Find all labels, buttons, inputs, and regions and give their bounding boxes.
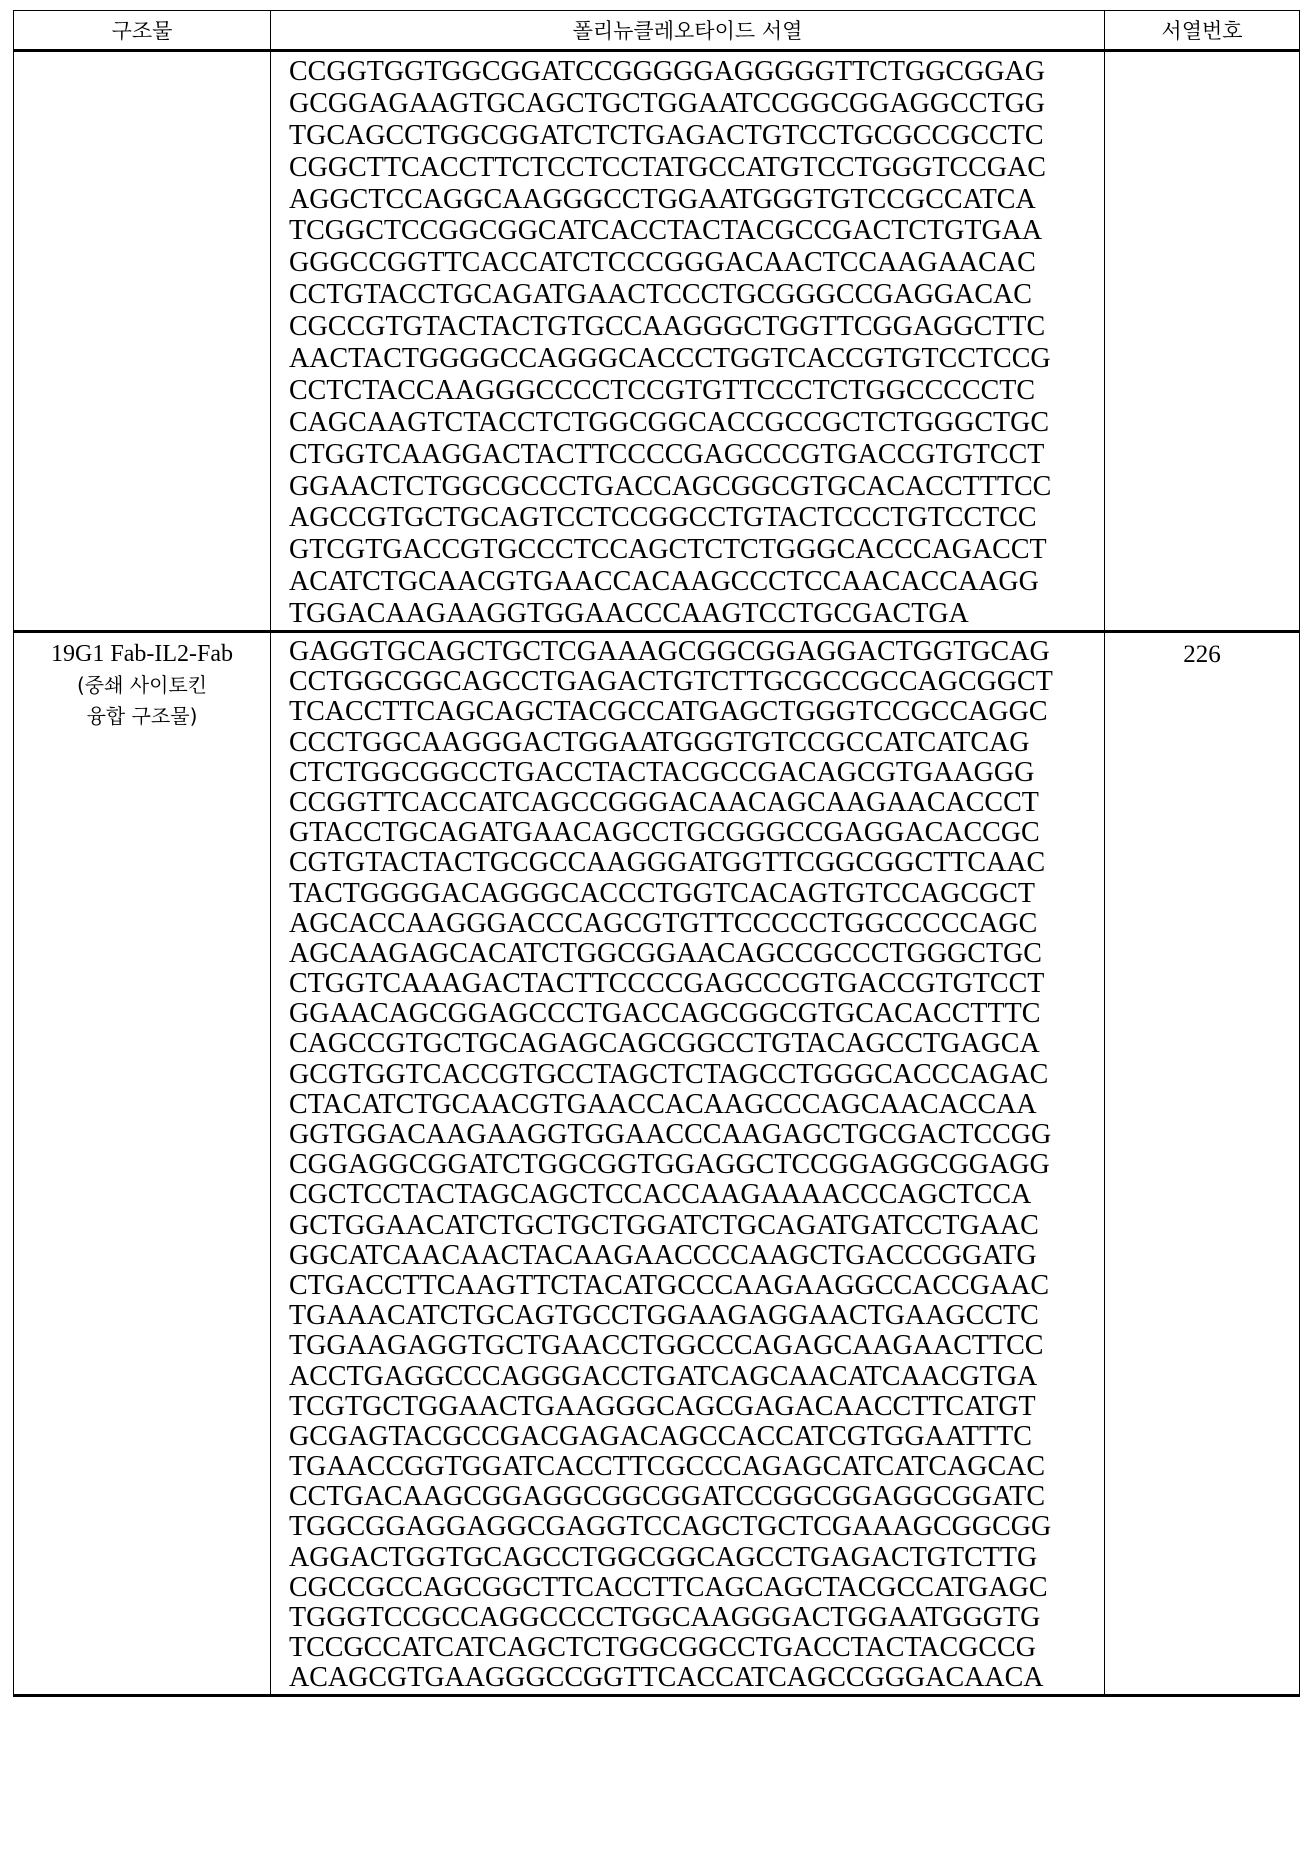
sequence-line: TGGCGGAGGAGGCGAGGTCCAGCTGCTCGAAAGCGGCGG: [289, 1512, 1104, 1542]
sequence-line: CCCTGGCAAGGGACTGGAATGGGTGTCCGCCATCATCAG: [289, 728, 1104, 758]
sequence-line: TGAAACATCTGCAGTGCCTGGAAGAGGAACTGAAGCCTC: [289, 1301, 1104, 1331]
table-row: [14, 632, 1300, 1696]
sequence-line: CTACATCTGCAACGTGAACCACAAGCCCAGCAACACCAA: [289, 1090, 1104, 1120]
sequence-line: GCGGAGAAGTGCAGCTGCTGGAATCCGGCGGAGGCCTGG: [289, 88, 1104, 120]
sequence-line: TCACCTTCAGCAGCTACGCCATGAGCTGGGTCCGCCAGGC: [289, 697, 1104, 727]
sequence-line: GGGCCGGTTCACCATCTCCCGGGACAACTCCAAGAACAC: [289, 247, 1104, 279]
sequence-line: TGGGTCCGCCAGGCCCCTGGCAAGGGACTGGAATGGGTG: [289, 1603, 1104, 1633]
sequence-cell: [271, 51, 1105, 632]
sequence-line: GTACCTGCAGATGAACAGCCTGCGGGCCGAGGACACCGC: [289, 818, 1104, 848]
sequence-line: TCGGCTCCGGCGGCATCACCTACTACGCCGACTCTGTGAA: [289, 215, 1104, 247]
header-sequence: 폴리뉴클레오타이드 서열: [271, 11, 1105, 51]
sequence-line: CCTCTACCAAGGGCCCCTCCGTGTTCCCTCTGGCCCCCTC: [289, 375, 1104, 407]
sequence-line: AGCCGTGCTGCAGTCCTCCGGCCTGTACTCCCTGTCCTCC: [289, 502, 1104, 534]
sequence-line: AACTACTGGGGCCAGGGCACCCTGGTCACCGTGTCCTCCG: [289, 343, 1104, 375]
sequence-line: GAGGTGCAGCTGCTCGAAAGCGGCGGAGGACTGGTGCAG: [289, 637, 1104, 667]
sequence-cell: [271, 632, 1105, 1696]
sequence-line: CCGGTGGTGGCGGATCCGGGGGAGGGGGTTCTGGCGGAG: [289, 56, 1104, 88]
construct-name-line: 융합 구조물): [14, 701, 270, 732]
sequence-line: TCCGCCATCATCAGCTCTGGCGGCCTGACCTACTACGCCG: [289, 1633, 1104, 1663]
sequence-line: CCTGGCGGCAGCCTGAGACTGTCTTGCGCCGCCAGCGGCT: [289, 667, 1104, 697]
sequence-line: AGCACCAAGGGACCCAGCGTGTTCCCCCTGGCCCCCAGC: [289, 909, 1104, 939]
sequence-line: CAGCCGTGCTGCAGAGCAGCGGCCTGTACAGCCTGAGCA: [289, 1029, 1104, 1059]
sequence-line: TGCAGCCTGGCGGATCTCTGAGACTGTCCTGCGCCGCCTC: [289, 120, 1104, 152]
sequence-line: ACATCTGCAACGTGAACCACAAGCCCTCCAACACCAAGG: [289, 566, 1104, 598]
seq-id-cell: [1105, 51, 1300, 632]
sequence-line: ACAGCGTGAAGGGCCGGTTCACCATCAGCCGGGACAACA: [289, 1663, 1104, 1693]
sequence-line: TCGTGCTGGAACTGAAGGGCAGCGAGACAACCTTCATGT: [289, 1392, 1104, 1422]
sequence-line: CCGGTTCACCATCAGCCGGGACAACAGCAAGAACACCCT: [289, 788, 1104, 818]
sequence-line: CGCCGTGTACTACTGTGCCAAGGGCTGGTTCGGAGGCTTC: [289, 311, 1104, 343]
sequence-line: GGAACAGCGGAGCCCTGACCAGCGGCGTGCACACCTTTC: [289, 999, 1104, 1029]
sequence-line: CGGAGGCGGATCTGGCGGTGGAGGCTCCGGAGGCGGAGG: [289, 1150, 1104, 1180]
sequence-line: CTGACCTTCAAGTTCTACATGCCCAAGAAGGCCACCGAAC: [289, 1271, 1104, 1301]
header-construct: 구조물: [14, 11, 271, 51]
construct-cell: [14, 632, 271, 1696]
sequence-line: GCGTGGTCACCGTGCCTAGCTCTAGCCTGGGCACCCAGAC: [289, 1060, 1104, 1090]
sequence-line: TACTGGGGACAGGGCACCCTGGTCACAGTGTCCAGCGCT: [289, 879, 1104, 909]
sequence-line: GGTGGACAAGAAGGTGGAACCCAAGAGCTGCGACTCCGG: [289, 1120, 1104, 1150]
seq-id-cell: 226: [1105, 632, 1300, 1696]
construct-cell: [14, 51, 271, 632]
sequence-line: CCTGACAAGCGGAGGCGGCGGATCCGGCGGAGGCGGATC: [289, 1482, 1104, 1512]
sequence-line: CGCCGCCAGCGGCTTCACCTTCAGCAGCTACGCCATGAGC: [289, 1573, 1104, 1603]
sequence-line: AGGCTCCAGGCAAGGGCCTGGAATGGGTGTCCGCCATCA: [289, 184, 1104, 216]
sequence-line: CGCTCCTACTAGCAGCTCCACCAAGAAAACCCAGCTCCA: [289, 1180, 1104, 1210]
sequence-line: AGCAAGAGCACATCTGGCGGAACAGCCGCCCTGGGCTGC: [289, 939, 1104, 969]
sequence-line: CGTGTACTACTGCGCCAAGGGATGGTTCGGCGGCTTCAAC: [289, 848, 1104, 878]
sequence-line: CTCTGGCGGCCTGACCTACTACGCCGACAGCGTGAAGGG: [289, 758, 1104, 788]
sequence-line: CGGCTTCACCTTCTCCTCCTATGCCATGTCCTGGGTCCGAC: [289, 152, 1104, 184]
header-seq-id: 서열번호: [1105, 11, 1300, 51]
sequence-line: GTCGTGACCGTGCCCTCCAGCTCTCTGGGCACCCAGACCT: [289, 534, 1104, 566]
sequence-line: TGGACAAGAAGGTGGAACCCAAGTCCTGCGACTGA: [289, 598, 1104, 630]
sequence-line: AGGACTGGTGCAGCCTGGCGGCAGCCTGAGACTGTCTTG: [289, 1543, 1104, 1573]
sequence-line: ACCTGAGGCCCAGGGACCTGATCAGCAACATCAACGTGA: [289, 1362, 1104, 1392]
sequence-line: CTGGTCAAAGACTACTTCCCCGAGCCCGTGACCGTGTCCT: [289, 969, 1104, 999]
sequence-table: [13, 10, 1300, 1697]
sequence-line: GCTGGAACATCTGCTGCTGGATCTGCAGATGATCCTGAAC: [289, 1211, 1104, 1241]
sequence-line: GCGAGTACGCCGACGAGACAGCCACCATCGTGGAATTTC: [289, 1422, 1104, 1452]
sequence-line: CAGCAAGTCTACCTCTGGCGGCACCGCCGCTCTGGGCTGC: [289, 407, 1104, 439]
sequence-line: TGGAAGAGGTGCTGAACCTGGCCCAGAGCAAGAACTTCC: [289, 1331, 1104, 1361]
table-header-row: [14, 11, 1300, 51]
construct-name-line: (중쇄 사이토킨: [14, 670, 270, 701]
construct-name-line: 19G1 Fab-IL2-Fab: [14, 639, 270, 670]
sequence-line: TGAACCGGTGGATCACCTTCGCCCAGAGCATCATCAGCAC: [289, 1452, 1104, 1482]
sequence-line: CCTGTACCTGCAGATGAACTCCCTGCGGGCCGAGGACAC: [289, 279, 1104, 311]
table-row: [14, 51, 1300, 632]
sequence-line: GGCATCAACAACTACAAGAACCCCAAGCTGACCCGGATG: [289, 1241, 1104, 1271]
sequence-line: GGAACTCTGGCGCCCTGACCAGCGGCGTGCACACCTTTCC: [289, 471, 1104, 503]
sequence-line: CTGGTCAAGGACTACTTCCCCGAGCCCGTGACCGTGTCCT: [289, 439, 1104, 471]
